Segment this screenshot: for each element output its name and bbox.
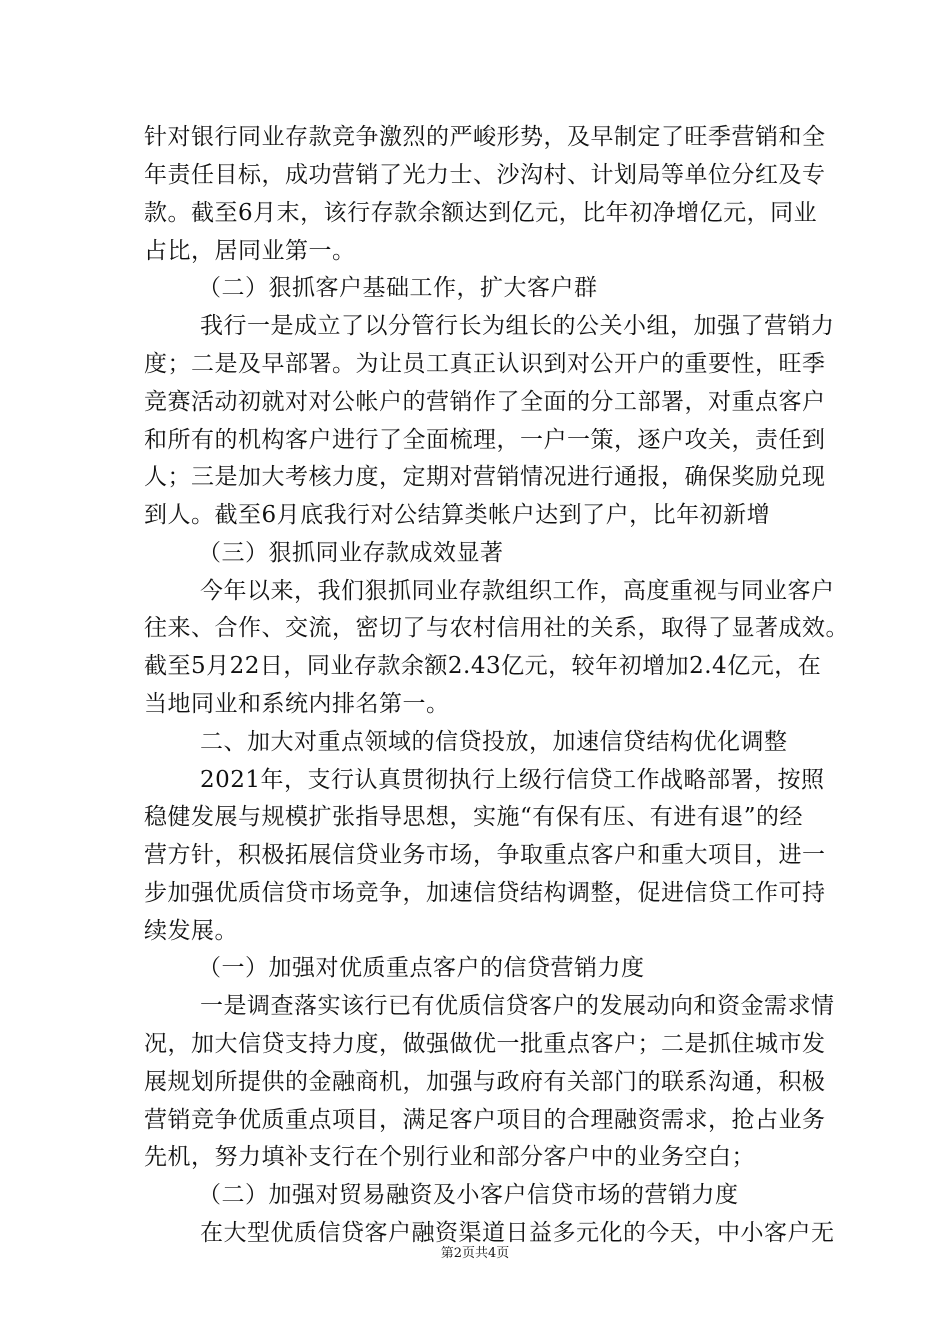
body-line: 竞赛活动初就对对公帐户的营销作了全面的分工部署，对重点客户: [144, 389, 826, 415]
body-line: 截至5月22日，同业存款余额2.43亿元，较年初增加2.4亿元，在: [144, 653, 822, 679]
section-heading: 二、加大对重点领域的信贷投放，加速信贷结构优化调整: [200, 729, 788, 755]
section-heading: （二）狠抓客户基础工作，扩大客户群: [198, 275, 598, 301]
body-line: 先机，努力填补支行在个别行业和部分客户中的业务空白；: [144, 1144, 755, 1170]
body-line: 况，加大信贷支持力度，做强做优一批重点客户；二是抓住城市发: [144, 1031, 826, 1057]
body-line: 款。截至6月末，该行存款余额达到亿元，比年初净增亿元，同业: [144, 200, 818, 226]
body-line: 2021年，支行认真贯彻执行上级行信贷工作战略部署，按照: [200, 767, 825, 793]
body-line: 步加强优质信贷市场竞争，加速信贷结构调整，促进信贷工作可持: [144, 880, 826, 906]
body-line: 我行一是成立了以分管行长为组长的公关小组，加强了营销力: [200, 313, 835, 339]
body-line: 到人。截至6月底我行对公结算类帐户达到了户，比年初新增: [144, 502, 771, 528]
body-line: 往来、合作、交流，密切了与农村信用社的关系，取得了显著成效。: [144, 615, 849, 641]
page-number: 第2页共4页: [440, 1246, 510, 1261]
body-line: 人；三是加大考核力度，定期对营销情况进行通报，确保奖励兑现: [144, 464, 826, 490]
body-line: 度；二是及早部署。为让员工真正认识到对公开户的重要性，旺季: [144, 351, 826, 377]
body-line: 占比，居同业第一。: [144, 238, 356, 264]
body-line: 针对银行同业存款竞争激烈的严峻形势，及早制定了旺季营销和全: [144, 124, 826, 150]
body-line: 和所有的机构客户进行了全面梳理，一户一策，逐户攻关，责任到: [144, 427, 826, 453]
body-line: 营销竞争优质重点项目，满足客户项目的合理融资需求，抢占业务: [144, 1107, 826, 1133]
body-line: 续发展。: [144, 918, 238, 944]
body-line: 今年以来，我们狠抓同业存款组织工作，高度重视与同业客户: [200, 578, 835, 604]
section-heading: （一）加强对优质重点客户的信贷营销力度: [198, 955, 645, 981]
body-line: 展规划所提供的金融商机，加强与政府有关部门的联系沟通，积极: [144, 1069, 826, 1095]
section-heading: （三）狠抓同业存款成效显著: [198, 540, 504, 566]
body-line: 一是调查落实该行已有优质信贷客户的发展动向和资金需求情: [200, 993, 835, 1019]
body-line: 营方针，积极拓展信贷业务市场，争取重点客户和重大项目，进一: [144, 842, 826, 868]
body-line: 稳健发展与规模扩张指导思想，实施“有保有压、有进有退”的经: [144, 804, 804, 830]
body-line: 年责任目标，成功营销了光力士、沙沟村、计划局等单位分红及专: [144, 162, 826, 188]
section-heading: （二）加强对贸易融资及小客户信贷市场的营销力度: [198, 1182, 739, 1208]
body-line: 在大型优质信贷客户融资渠道日益多元化的今天，中小客户无: [200, 1220, 835, 1246]
body-line: 当地同业和系统内排名第一。: [144, 691, 450, 717]
